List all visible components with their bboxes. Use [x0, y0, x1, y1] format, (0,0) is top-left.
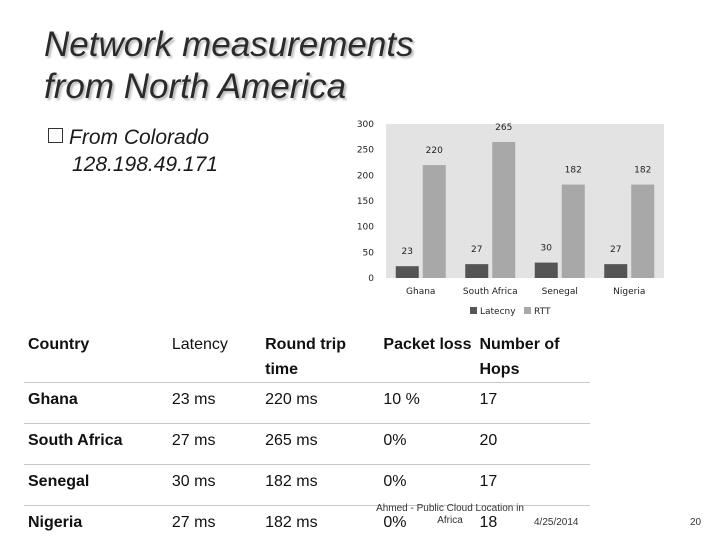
cell-hops: 18	[475, 506, 590, 546]
y-tick-label: 0	[368, 274, 374, 284]
title-line-2: from North America	[44, 66, 414, 108]
y-tick-label: 100	[357, 223, 374, 233]
x-tick-label: Nigeria	[613, 287, 645, 297]
bullet-line-2: 128.198.49.171	[48, 151, 218, 178]
footer-text	[370, 503, 530, 527]
y-tick-label: 150	[357, 197, 374, 207]
footer-line-2: Africa	[370, 515, 530, 527]
legend-swatch	[524, 307, 531, 314]
data-label: 182	[634, 166, 651, 176]
header-round-trip-time: Round trip time	[261, 326, 379, 383]
cell-packet-loss: 0%	[379, 506, 475, 546]
table-row	[24, 424, 590, 465]
cell-latency: 27 ms	[168, 424, 261, 465]
bullet-line-1: From Colorado	[69, 126, 209, 149]
cell-latency: 23 ms	[168, 383, 261, 424]
header-latency: Latency	[168, 326, 261, 383]
cell-country: Ghana	[24, 383, 168, 424]
x-tick-label: Ghana	[406, 287, 435, 297]
square-bullet-icon	[48, 128, 63, 143]
cell-latency: 27 ms	[168, 506, 261, 546]
footer-date: 4/25/2014	[534, 517, 579, 528]
data-label: 182	[565, 166, 582, 176]
header-packet-loss: Packet loss	[379, 326, 475, 383]
y-tick-label: 200	[357, 171, 374, 181]
legend-label: RTT	[534, 307, 551, 317]
data-label: 23	[402, 247, 413, 257]
bar-latecny	[535, 263, 558, 278]
x-tick-label: Senegal	[542, 287, 578, 297]
data-label: 27	[610, 245, 621, 255]
cell-rtt: 182 ms	[261, 465, 379, 506]
cell-packet-loss: 10 %	[379, 383, 475, 424]
cell-hops: 17	[475, 383, 590, 424]
legend-swatch	[470, 307, 477, 314]
header-country: Country	[24, 326, 168, 383]
bar-latecny	[604, 264, 627, 278]
cell-hops: 17	[475, 465, 590, 506]
data-label: 265	[495, 123, 512, 133]
cell-rtt: 182 ms	[261, 506, 379, 546]
bar-rtt	[631, 185, 654, 278]
y-tick-label: 250	[357, 146, 374, 156]
table-header-row	[24, 326, 590, 383]
slide-title	[44, 24, 414, 108]
bullet-item	[48, 124, 218, 178]
cell-rtt: 265 ms	[261, 424, 379, 465]
data-label: 30	[541, 244, 553, 254]
table-row	[24, 465, 590, 506]
data-label: 27	[471, 245, 482, 255]
title-line-1: Network measurements	[44, 24, 414, 66]
legend-label: Latecny	[480, 307, 516, 317]
y-tick-label: 300	[357, 120, 374, 130]
cell-packet-loss: 0%	[379, 424, 475, 465]
data-label: 220	[426, 146, 443, 156]
bar-latecny	[396, 266, 419, 278]
footer-line-1: Ahmed - Public Cloud Location in	[370, 503, 530, 515]
bar-rtt	[562, 185, 585, 278]
bar-rtt	[423, 165, 446, 278]
cell-country: South Africa	[24, 424, 168, 465]
header-number-of-hops: Number of Hops	[475, 326, 590, 383]
cell-latency: 30 ms	[168, 465, 261, 506]
cell-rtt: 220 ms	[261, 383, 379, 424]
cell-country: Nigeria	[24, 506, 168, 546]
cell-country: Senegal	[24, 465, 168, 506]
bar-rtt	[492, 142, 515, 278]
bar-chart	[330, 110, 670, 322]
table-row	[24, 383, 590, 424]
cell-packet-loss: 0%	[379, 465, 475, 506]
page-number: 20	[690, 517, 701, 528]
cell-hops: 20	[475, 424, 590, 465]
bar-latecny	[465, 264, 488, 278]
x-tick-label: South Africa	[463, 287, 518, 297]
y-tick-label: 50	[363, 248, 375, 258]
